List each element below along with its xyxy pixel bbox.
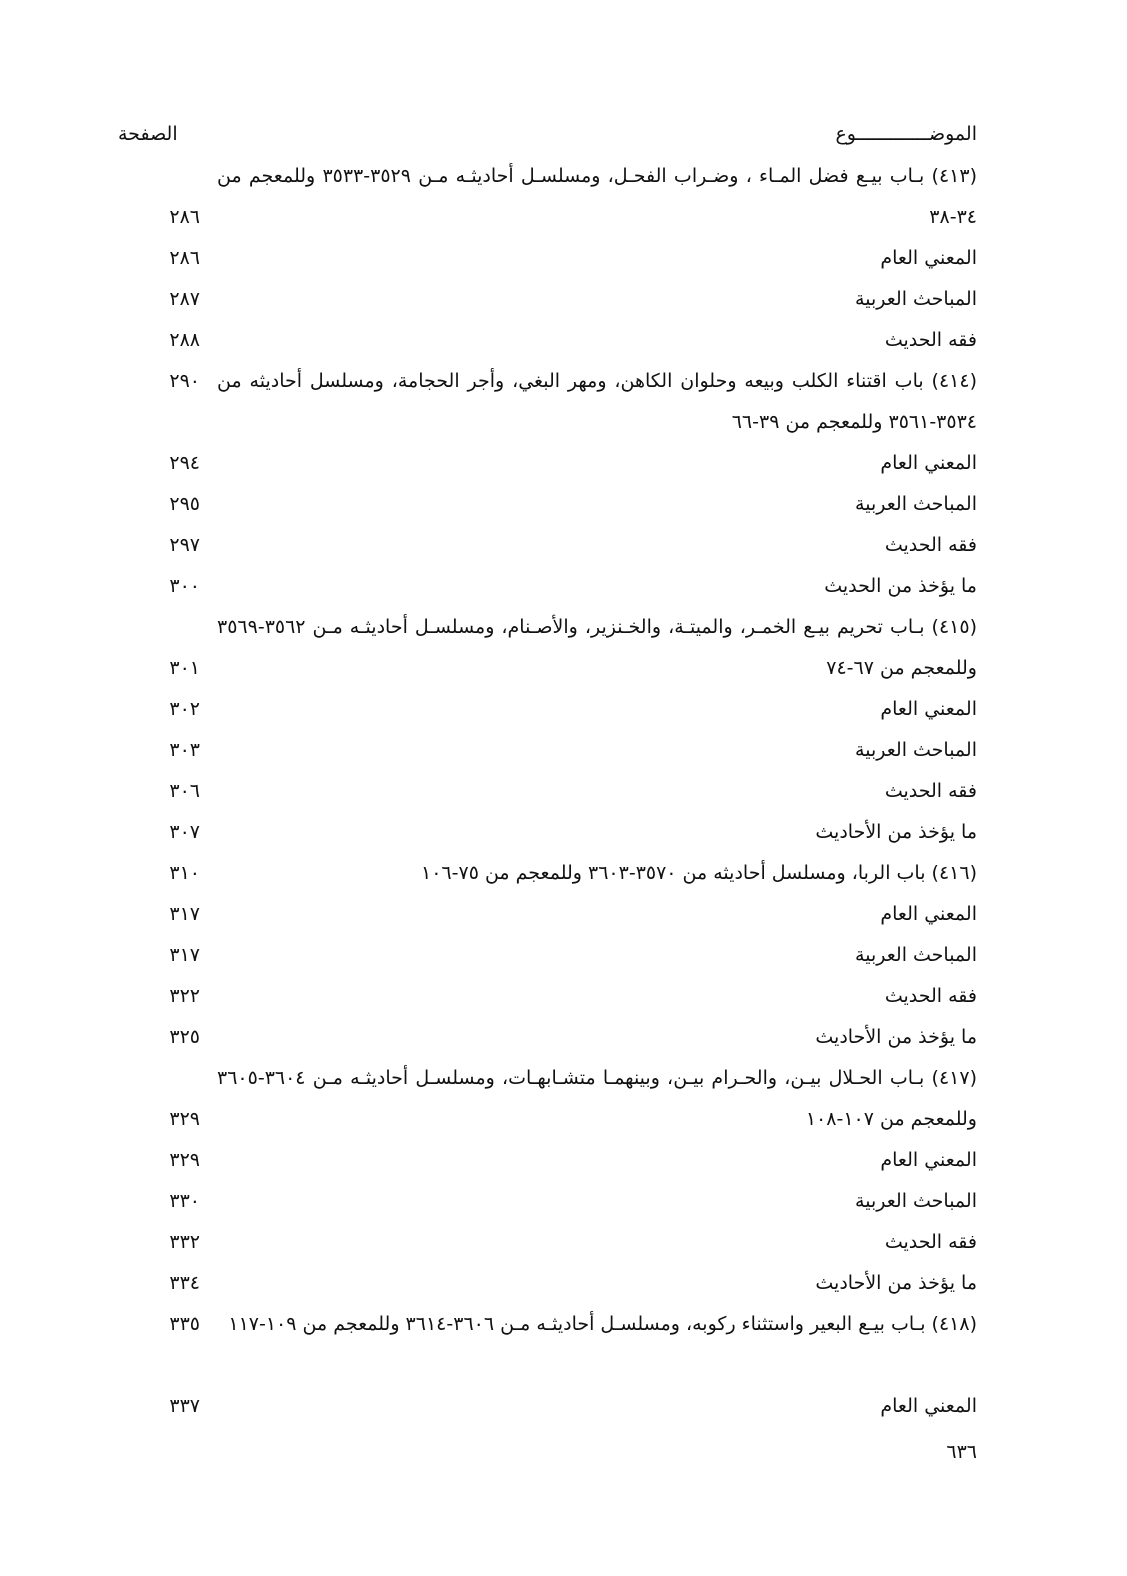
entry-page-number: ٣٠٦ [169, 780, 200, 802]
entry-page-number: ٣٢٩ [169, 1108, 200, 1130]
entry-page-number: ٣٢٥ [169, 1026, 200, 1048]
entry-page-number: ٢٩٧ [169, 534, 200, 556]
entry-page-number: ٣٢٢ [169, 985, 200, 1007]
toc-entry [110, 1304, 977, 1386]
entry-page-number: ٣١٧ [169, 903, 200, 925]
toc-entries [110, 156, 977, 1427]
entry-page-number: ٣٠٧ [169, 821, 200, 843]
entry-page-number: ٣٣٢ [169, 1231, 200, 1253]
entry-page-number: ٣٣٧ [169, 1395, 200, 1417]
page-column-header: الصفحة [118, 123, 178, 145]
toc-entry [110, 156, 977, 238]
toc-entry [110, 1058, 977, 1140]
entry-title: (٤١٣) بـاب بيـع فضل المـاء ، وضـراب الفحـل، ومسلسـل أحاديثـه مـن ٣٥٢٩-٣٥٣٣ وللمعجم من ٣٤-٣٨ [217, 165, 977, 228]
toc-entry [110, 361, 977, 443]
entry-title: (٤١٦) باب الربا، ومسلسل أحاديثه من ٣٥٧٠-٣٦٠٣ وللمعجم من ٧٥-١٠٦ [421, 862, 977, 884]
entry-page-number: ٣٢٩ [169, 1149, 200, 1171]
entry-title: فقه الحديث [884, 780, 977, 802]
entry-title: فقه الحديث [884, 1231, 977, 1253]
toc-entry [110, 935, 977, 976]
entry-title: المباحث العربية [855, 739, 977, 761]
toc-entry [110, 976, 977, 1017]
toc-entry [110, 525, 977, 566]
entry-page-number: ٣٣٤ [169, 1272, 200, 1294]
toc-entry [110, 238, 977, 279]
entry-title: المباحث العربية [855, 944, 977, 966]
entry-title: المعني العام [880, 247, 977, 269]
entry-page-number: ٢٩٥ [169, 493, 200, 515]
entry-title: (٤١٥) بـاب تحريم بيـع الخمـر، والميتـة، والخـنزير، والأصـنام، ومسلسـل أحاديثـه مـن ٣٥٦٢-٣٥٦٩ وللمعجم من ٦٧-٧٤ [217, 616, 977, 679]
toc-entry [110, 566, 977, 607]
entry-page-number: ٣٣٠ [169, 1190, 200, 1212]
toc-entry [110, 812, 977, 853]
toc-entry [110, 320, 977, 361]
entry-page-number: ٣٠٣ [169, 739, 200, 761]
entry-page-number: ٣٠٠ [169, 575, 200, 597]
entry-page-number: ٢٨٦ [169, 206, 200, 228]
entry-page-number: ٢٩٠ [169, 370, 200, 392]
entry-title: المباحث العربية [855, 493, 977, 515]
entry-page-number: ٢٨٦ [169, 247, 200, 269]
entry-title: المعني العام [880, 698, 977, 720]
toc-entry [110, 894, 977, 935]
entry-title: المعني العام [880, 903, 977, 925]
entry-title: ما يؤخذ من الحديث [824, 575, 977, 597]
page-number: ٦٣٦ [946, 1441, 977, 1463]
toc-entry [110, 853, 977, 894]
entry-page-number: ٣٠١ [169, 657, 200, 679]
entry-page-number: ٣١٠ [169, 862, 200, 884]
toc-entry [110, 771, 977, 812]
entry-title: المباحث العربية [855, 1190, 977, 1212]
toc-entry [110, 1017, 977, 1058]
entry-page-number: ٣٠٢ [169, 698, 200, 720]
entry-title: (٤١٤) باب اقتناء الكلب وبيعه وحلوان الكاهن، ومهر البغي، وأجر الحجامة، ومسلسل أحاديثه من ٣٥٣٤-٣٥٦١ وللمعجم من ٣٩-٦٦ [217, 370, 977, 433]
toc-entry [110, 689, 977, 730]
toc-entry [110, 1140, 977, 1181]
topic-column-header: الموضـــــــــــــوع [835, 123, 977, 145]
entry-title: ما يؤخذ من الأحاديث [815, 821, 977, 843]
entry-title: (٤١٧) بـاب الحـلال بيـن، والحـرام بيـن، وبينهمـا متشـابهـات، ومسلسـل أحاديثـه مـن ٣٦٠٤-٣٦٠٥ وللمعجم من ١٠٧-١٠٨ [217, 1067, 977, 1130]
entry-title: ما يؤخذ من الأحاديث [815, 1272, 977, 1294]
toc-entry [110, 1386, 977, 1427]
entry-title: فقه الحديث [884, 534, 977, 556]
entry-title: فقه الحديث [884, 985, 977, 1007]
entry-page-number: ٣١٧ [169, 944, 200, 966]
toc-entry [110, 484, 977, 525]
entry-title: المعني العام [880, 1395, 977, 1417]
entry-page-number: ٢٩٤ [169, 452, 200, 474]
entry-page-number: ٢٨٨ [169, 329, 200, 351]
toc-header [110, 118, 977, 152]
entry-title: المعني العام [880, 452, 977, 474]
entry-page-number: ٢٨٧ [169, 288, 200, 310]
toc-entry [110, 607, 977, 689]
toc-entry [110, 1222, 977, 1263]
toc-entry [110, 443, 977, 484]
entry-page-number: ٣٣٥ [169, 1313, 200, 1335]
entry-title: فقه الحديث [884, 329, 977, 351]
entry-title: المعني العام [880, 1149, 977, 1171]
toc-entry [110, 1263, 977, 1304]
toc-entry [110, 1181, 977, 1222]
entry-title: (٤١٨) بـاب بيـع البعير واستثناء ركوبه، ومسلسـل أحاديثـه مـن ٣٦٠٦-٣٦١٤ وللمعجم من ١٠٩-١١٧ [228, 1313, 977, 1335]
entry-title: المباحث العربية [855, 288, 977, 310]
entry-title: ما يؤخذ من الأحاديث [815, 1026, 977, 1048]
toc-entry [110, 279, 977, 320]
toc-entry [110, 730, 977, 771]
